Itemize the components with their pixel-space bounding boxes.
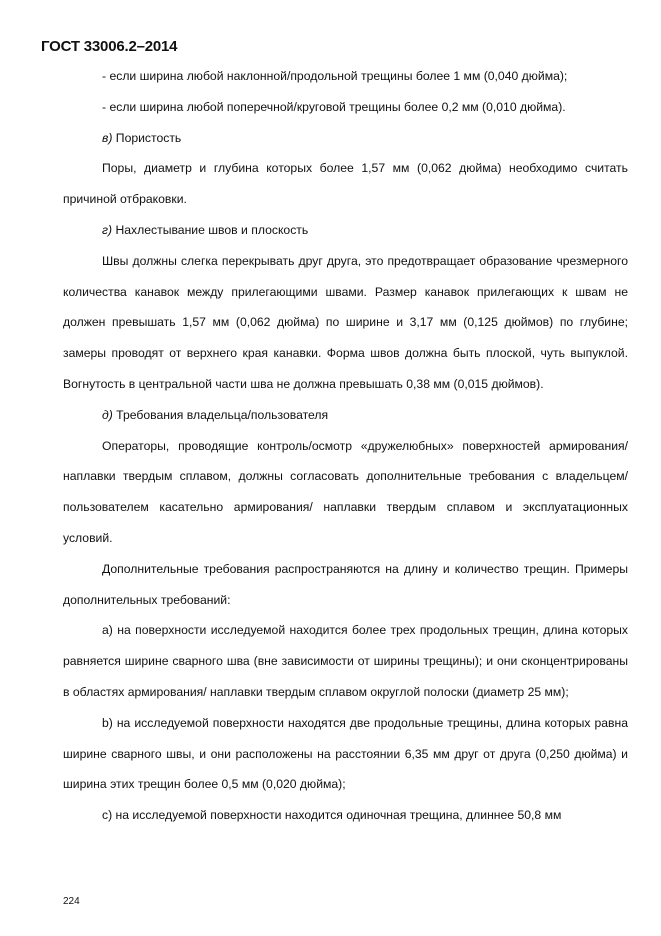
section-letter: д)	[102, 407, 113, 422]
list-item-c: c) на исследуемой поверхности находится одиночная трещина, длиннее 50,8 мм	[102, 808, 562, 823]
list-item-a: а) на поверхности исследуемой находится более трех продольных трещин, длина которых равняется ширине сварного шва (вне зависимости от ширины трещины); и они сконцентрированы в областях армирования/ наплавки твердым сплавом округлой полоски (диаметр 25 мм);	[63, 623, 628, 699]
section-letter: в)	[102, 130, 113, 145]
section-heading-porosity	[63, 123, 628, 154]
list-item-b: b) на исследуемой поверхности находятся две продольные трещины, длина которых равна ширине сварного швы, и они расположены на расстоянии 6,35 мм друг от друга (0,250 дюйма) и ширина этих трещин более 0,5 мм (0,020 дюйма);	[63, 715, 628, 792]
paragraph-crack-transverse: - если ширина любой поперечной/круговой трещины более 0,2 мм (0,010 дюйма).	[102, 99, 566, 114]
section-title: Пористость	[112, 130, 182, 145]
document-body	[63, 61, 628, 831]
paragraph-crack-longitudinal: - если ширина любой наклонной/продольной трещины более 1 мм (0,040 дюйма);	[102, 69, 568, 83]
page-number: 224	[63, 896, 80, 907]
paragraph-overlap: Швы должны слегка перекрывать друг друга, это предотвращает образование чрезмерного количества канавок между прилегающими швами. Размер канавок прилегающих к швам не должен превышать 1,57 мм (0,062 дюйма) по ширине и 3,17 мм (0,125 дюймов) по глубине; замеры проводят от верхнего края канавки. Форма швов должна быть плоской, чуть выпуклой. Вогнутость в центральной части шва не должна превышать 0,38 мм (0,015 дюймов).	[63, 253, 628, 391]
section-title: Нахлестывание швов и плоскость	[112, 222, 309, 237]
paragraph-additional-requirements: Дополнительные требования распространяются на длину и количество трещин. Примеры дополнительных требований:	[63, 561, 628, 607]
paragraph-porosity: Поры, диаметр и глубина которых более 1,57 мм (0,062 дюйма) необходимо считать причиной отбраковки.	[63, 161, 628, 207]
paragraph-operators: Операторы, проводящие контроль/осмотр «дружелюбных» поверхностей армирования/наплавки твердым сплавом, должны согласовать дополнительные требования с владельцем/пользователем касательно армирования/ наплавки твердым сплавом и эксплуатационных условий.	[63, 438, 628, 545]
section-heading-owner-requirements	[63, 400, 628, 431]
section-letter: г)	[102, 222, 113, 237]
section-heading-overlap	[63, 215, 628, 246]
document-header: ГОСТ 33006.2–2014	[41, 38, 178, 55]
section-title: Требования владельца/пользователя	[112, 407, 329, 422]
